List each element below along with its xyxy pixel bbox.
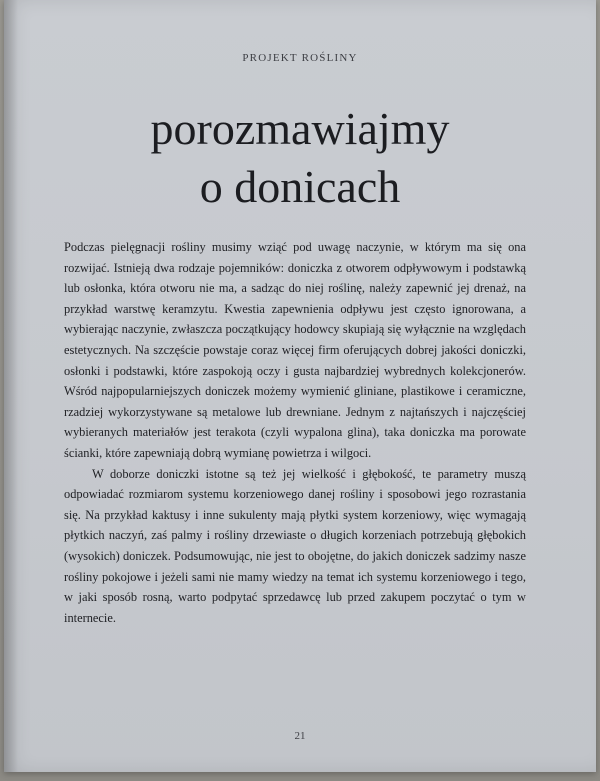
chapter-title <box>4 100 596 216</box>
chapter-title-line-1: porozmawiajmy <box>150 103 450 154</box>
paragraph-1: Podczas pielęgnacji rośliny musimy wziąć pod uwagę naczynie, w którym ma się ona rozwijać. Istnieją dwa rodzaje pojemników: doniczka z otworem odpływowym i podstawką lub osłonka, która otworu nie ma, a sadząc do niej roślinę, należy zapewnić jej drenaż, na przykład warstwę keramzytu. Kwestia zapewnienia odpływu jest często ignorowana, a wybierając naczynie, zwłaszcza początkujący hodowcy skupiają się wyłącznie na względach estetycznych. Na szczęście powstaje coraz więcej firm oferujących dobrej jakości doniczki, osłonki i podstawki, które zaspokoją oczy i gusta najbardziej wybrednych kolekcjonerów. Wśród najpopularniejszych doniczek możemy wymienić gliniane, plastikowe i ceramiczne, rzadziej wykorzystywane są metalowe lub drewniane. Jednym z najtańszych i najczęściej wybieranych materiałów jest terakota (czyli wypalona glina), taka doniczka ma porowate ścianki, które zapewniają dobrą wymianę powietrza i wilgoci. <box>64 240 526 460</box>
page-number: 21 <box>294 730 306 742</box>
paragraph-2: W doborze doniczki istotne są też jej wielkość i głębokość, te parametry muszą odpowiadać rozmiarom systemu korzeniowego danej rośliny i sposobowi jego rozrastania się. Na przykład kaktusy i inne sukulenty mają płytki system korzeniowy, więc wymagają płytkich naczyń, zaś palmy i rośliny drzewiaste o długich korzeniach potrzebują głębokich (wysokich) doniczek. Podsumowując, nie jest to obojętne, do jakich doniczek sadzimy nasze rośliny pokojowe i jeżeli sami nie mamy wiedzy na temat ich systemu korzeniowego i tego, w jaki sposób rosną, warto podpytać sprzedawcę lub przed zakupem poczytać o tym w internecie. <box>64 466 526 625</box>
chapter-title-line-2: o donicach <box>199 161 401 212</box>
running-head: PROJEKT ROŚLINY <box>242 52 358 64</box>
book-page <box>4 0 596 772</box>
body-text <box>64 237 526 628</box>
